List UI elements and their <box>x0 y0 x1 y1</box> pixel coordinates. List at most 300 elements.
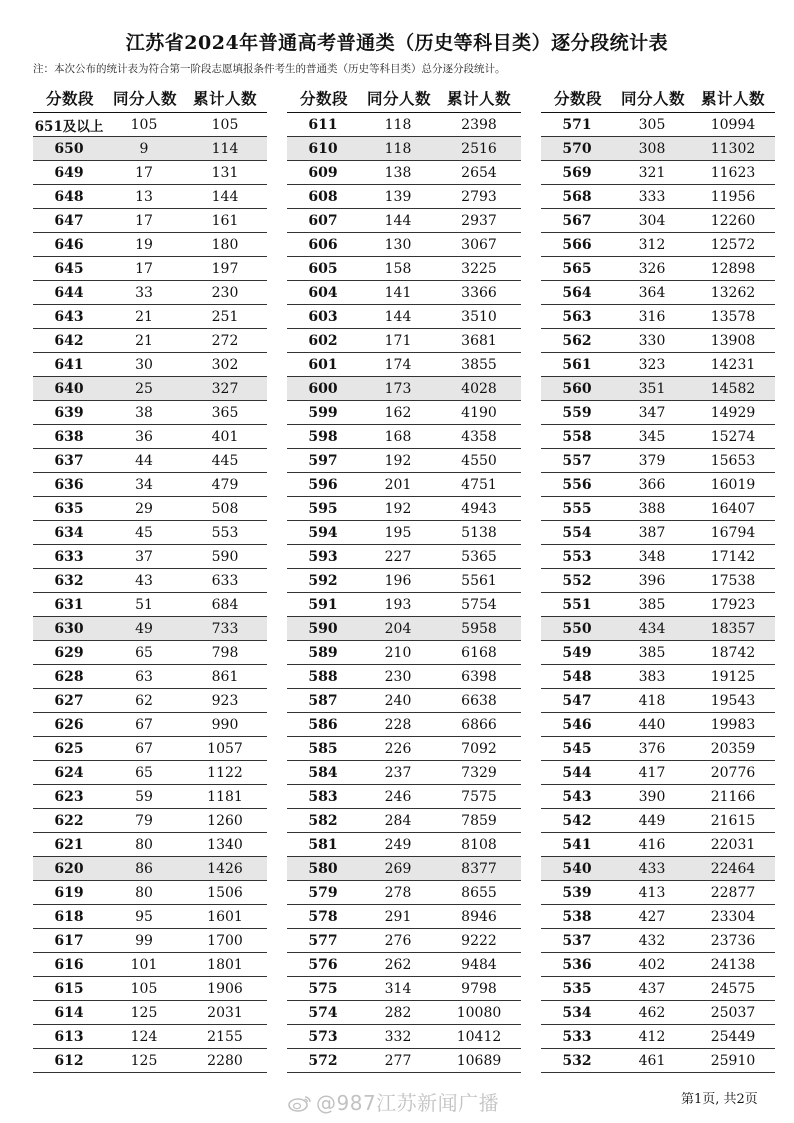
score-cell: 577 <box>308 932 338 949</box>
cumulative-cell: 401 <box>211 428 239 445</box>
score-cell: 544 <box>562 764 592 781</box>
table-row <box>287 401 521 425</box>
cumulative-cell: 2155 <box>207 1028 243 1045</box>
table-row <box>541 881 775 905</box>
score-cell: 553 <box>562 548 592 565</box>
table-row <box>287 689 521 713</box>
cumulative-cell: 1181 <box>207 788 243 805</box>
score-cell: 593 <box>308 548 338 565</box>
cumulative-cell: 2516 <box>461 140 497 157</box>
same-count-cell: 437 <box>638 980 666 997</box>
score-cell: 633 <box>54 548 84 565</box>
table-row <box>33 137 267 161</box>
same-count-cell: 34 <box>135 476 153 493</box>
score-cell: 600 <box>308 380 338 397</box>
cumulative-cell: 4751 <box>461 476 497 493</box>
page-title: 江苏省2024年普通高考普通类（历史等科目类）逐分段统计表 <box>125 32 669 54</box>
same-count-cell: 433 <box>638 860 666 877</box>
cumulative-cell: 3067 <box>461 236 497 253</box>
score-cell: 645 <box>54 260 84 277</box>
same-count-cell: 162 <box>384 404 412 421</box>
table-row <box>33 857 267 881</box>
table-row <box>287 473 521 497</box>
cumulative-cell: 16794 <box>710 524 756 541</box>
table-row <box>541 737 775 761</box>
cumulative-cell: 2280 <box>207 1052 243 1069</box>
table-row <box>541 545 775 569</box>
table-row <box>33 1025 267 1049</box>
same-count-cell: 440 <box>638 716 666 733</box>
cumulative-cell: 8108 <box>461 836 497 853</box>
table-row <box>287 905 521 929</box>
score-cell: 570 <box>562 140 592 157</box>
cumulative-cell: 23304 <box>710 908 756 925</box>
watermark-text: @987江苏新闻广播 <box>316 1091 500 1115</box>
table-row <box>33 257 267 281</box>
table-row <box>33 401 267 425</box>
same-count-cell: 105 <box>130 980 158 997</box>
table-row <box>541 329 775 353</box>
table-row <box>541 449 775 473</box>
same-count-cell: 25 <box>135 380 153 397</box>
table-row <box>541 593 775 617</box>
table-column-1 <box>33 84 267 1073</box>
same-count-cell: 19 <box>135 236 153 253</box>
score-cell: 564 <box>562 284 592 301</box>
table-row <box>541 209 775 233</box>
same-count-cell: 462 <box>638 1004 666 1021</box>
same-count-cell: 308 <box>638 140 666 157</box>
score-cell: 638 <box>54 428 84 445</box>
table-row <box>33 617 267 641</box>
cumulative-cell: 3510 <box>461 308 497 325</box>
same-count-cell: 65 <box>135 644 153 661</box>
cumulative-cell: 6866 <box>461 716 497 733</box>
cumulative-cell: 23736 <box>710 932 756 949</box>
table-row <box>541 1025 775 1049</box>
same-count-cell: 45 <box>135 524 153 541</box>
same-count-cell: 124 <box>130 1028 158 1045</box>
cumulative-cell: 5365 <box>461 548 497 565</box>
table-row <box>287 449 521 473</box>
same-count-cell: 330 <box>638 332 666 349</box>
cumulative-cell: 1426 <box>207 860 243 877</box>
score-cell: 607 <box>308 212 338 229</box>
same-count-cell: 192 <box>384 452 412 469</box>
cumulative-cell: 14231 <box>710 356 756 373</box>
cumulative-cell: 15274 <box>710 428 756 445</box>
table-row <box>287 617 521 641</box>
cumulative-cell: 9484 <box>461 956 497 973</box>
table-row <box>33 785 267 809</box>
score-cell: 622 <box>54 812 84 829</box>
score-cell: 606 <box>308 236 338 253</box>
score-cell: 629 <box>54 644 84 661</box>
same-count-cell: 269 <box>384 860 412 877</box>
score-cell: 611 <box>308 116 338 133</box>
same-count-cell: 118 <box>384 140 412 157</box>
cumulative-cell: 15653 <box>710 452 756 469</box>
score-cell: 630 <box>54 620 84 637</box>
score-cell: 562 <box>562 332 592 349</box>
table-row <box>287 257 521 281</box>
cumulative-cell: 11956 <box>710 188 756 205</box>
cumulative-cell: 161 <box>211 212 239 229</box>
score-cell: 555 <box>562 500 592 517</box>
table-row <box>541 761 775 785</box>
table-row <box>287 857 521 881</box>
same-count-cell: 249 <box>384 836 412 853</box>
score-cell: 642 <box>54 332 84 349</box>
score-cell: 619 <box>54 884 84 901</box>
header-score: 分数段 <box>45 90 94 108</box>
cumulative-cell: 12572 <box>710 236 756 253</box>
score-cell: 548 <box>562 668 592 685</box>
table-row <box>287 497 521 521</box>
table-row <box>33 233 267 257</box>
same-count-cell: 99 <box>135 932 153 949</box>
score-cell: 572 <box>308 1052 338 1069</box>
same-count-cell: 196 <box>384 572 412 589</box>
cumulative-cell: 3681 <box>461 332 497 349</box>
cumulative-cell: 1057 <box>207 740 243 757</box>
same-count-cell: 276 <box>384 932 412 949</box>
table-row <box>541 1049 775 1073</box>
score-cell: 608 <box>308 188 338 205</box>
score-cell: 605 <box>308 260 338 277</box>
same-count-cell: 144 <box>384 308 412 325</box>
score-cell: 550 <box>562 620 592 637</box>
cumulative-cell: 13908 <box>710 332 756 349</box>
score-cell: 579 <box>308 884 338 901</box>
same-count-cell: 37 <box>135 548 153 565</box>
same-count-cell: 95 <box>135 908 153 925</box>
cumulative-cell: 1801 <box>207 956 243 973</box>
score-cell: 604 <box>308 284 338 301</box>
same-count-cell: 65 <box>135 764 153 781</box>
table-row <box>33 425 267 449</box>
same-count-cell: 59 <box>135 788 153 805</box>
table-row <box>287 329 521 353</box>
same-count-cell: 304 <box>638 212 666 229</box>
score-cell: 581 <box>308 836 338 853</box>
table-row <box>33 305 267 329</box>
table-row <box>33 473 267 497</box>
score-cell: 551 <box>562 596 592 613</box>
table-row <box>33 905 267 929</box>
table-row <box>33 329 267 353</box>
same-count-cell: 240 <box>384 692 412 709</box>
same-count-cell: 396 <box>638 572 666 589</box>
cumulative-cell: 1700 <box>207 932 243 949</box>
score-cell: 627 <box>54 692 84 709</box>
score-cell: 557 <box>562 452 592 469</box>
cumulative-cell: 21615 <box>710 812 756 829</box>
same-count-cell: 332 <box>384 1028 412 1045</box>
same-count-cell: 282 <box>384 1004 412 1021</box>
score-cell: 618 <box>54 908 84 925</box>
header-cumulative: 累计人数 <box>446 90 511 108</box>
cumulative-cell: 479 <box>211 476 239 493</box>
score-cell: 632 <box>54 572 84 589</box>
table-row <box>287 353 521 377</box>
cumulative-cell: 1601 <box>207 908 243 925</box>
score-cell: 558 <box>562 428 592 445</box>
same-count-cell: 201 <box>384 476 412 493</box>
table-row <box>287 137 521 161</box>
cumulative-cell: 4028 <box>461 380 497 397</box>
same-count-cell: 432 <box>638 932 666 949</box>
table-row <box>541 785 775 809</box>
table-row <box>541 977 775 1001</box>
table-row <box>541 113 775 137</box>
table-row <box>541 617 775 641</box>
cumulative-cell: 2937 <box>461 212 497 229</box>
same-count-cell: 17 <box>135 212 153 229</box>
table-row <box>287 713 521 737</box>
same-count-cell: 63 <box>135 668 153 685</box>
same-count-cell: 316 <box>638 308 666 325</box>
table-row <box>541 521 775 545</box>
cumulative-cell: 14582 <box>710 380 756 397</box>
cumulative-cell: 10689 <box>456 1052 502 1069</box>
table-row <box>541 257 775 281</box>
score-cell: 599 <box>308 404 338 421</box>
score-cell: 545 <box>562 740 592 757</box>
score-cell: 554 <box>562 524 592 541</box>
cumulative-cell: 633 <box>211 572 239 589</box>
score-cell: 559 <box>562 404 592 421</box>
cumulative-cell: 5958 <box>461 620 497 637</box>
same-count-cell: 67 <box>135 716 153 733</box>
same-count-cell: 314 <box>384 980 412 997</box>
table-row <box>287 425 521 449</box>
score-cell: 636 <box>54 476 84 493</box>
header-cumulative: 累计人数 <box>700 90 765 108</box>
score-cell: 621 <box>54 836 84 853</box>
table-row <box>541 809 775 833</box>
same-count-cell: 291 <box>384 908 412 925</box>
cumulative-cell: 861 <box>211 668 239 685</box>
header-same-count: 同分人数 <box>620 90 685 108</box>
table-row <box>287 737 521 761</box>
score-cell: 597 <box>308 452 338 469</box>
same-count-cell: 141 <box>384 284 412 301</box>
same-count-cell: 347 <box>638 404 666 421</box>
table-row <box>33 161 267 185</box>
same-count-cell: 173 <box>384 380 412 397</box>
cumulative-cell: 3855 <box>461 356 497 373</box>
cumulative-cell: 7092 <box>461 740 497 757</box>
score-cell: 612 <box>54 1052 84 1069</box>
cumulative-cell: 17923 <box>710 596 756 613</box>
score-cell: 639 <box>54 404 84 421</box>
cumulative-cell: 4550 <box>461 452 497 469</box>
cumulative-cell: 4190 <box>461 404 497 421</box>
same-count-cell: 348 <box>638 548 666 565</box>
score-cell: 631 <box>54 596 84 613</box>
score-cell: 649 <box>54 164 84 181</box>
score-cell: 610 <box>308 140 338 157</box>
score-cell: 647 <box>54 212 84 229</box>
score-cell: 648 <box>54 188 84 205</box>
table-row <box>541 305 775 329</box>
same-count-cell: 278 <box>384 884 412 901</box>
table-row <box>33 929 267 953</box>
score-cell: 625 <box>54 740 84 757</box>
table-row <box>541 905 775 929</box>
same-count-cell: 125 <box>130 1004 158 1021</box>
table-row <box>287 641 521 665</box>
cumulative-cell: 16019 <box>710 476 756 493</box>
same-count-cell: 210 <box>384 644 412 661</box>
cumulative-cell: 7575 <box>461 788 497 805</box>
table-row <box>33 641 267 665</box>
same-count-cell: 38 <box>135 404 153 421</box>
same-count-cell: 227 <box>384 548 412 565</box>
cumulative-cell: 8655 <box>461 884 497 901</box>
cumulative-cell: 251 <box>211 308 239 325</box>
score-cell: 586 <box>308 716 338 733</box>
table-row <box>541 401 775 425</box>
page-number: 第1页, 共2页 <box>681 1092 758 1107</box>
score-cell: 616 <box>54 956 84 973</box>
same-count-cell: 139 <box>384 188 412 205</box>
score-cell: 535 <box>562 980 592 997</box>
score-cell: 541 <box>562 836 592 853</box>
table-row <box>541 473 775 497</box>
same-count-cell: 226 <box>384 740 412 757</box>
table-row <box>541 929 775 953</box>
same-count-cell: 13 <box>135 188 153 205</box>
score-cell: 571 <box>562 116 592 133</box>
table-row <box>33 113 267 137</box>
same-count-cell: 262 <box>384 956 412 973</box>
same-count-cell: 138 <box>384 164 412 181</box>
same-count-cell: 461 <box>638 1052 666 1069</box>
same-count-cell: 351 <box>638 380 666 397</box>
cumulative-cell: 3225 <box>461 260 497 277</box>
score-cell: 646 <box>54 236 84 253</box>
header-cumulative: 累计人数 <box>192 90 257 108</box>
cumulative-cell: 923 <box>211 692 239 709</box>
table-row <box>541 497 775 521</box>
score-cell: 596 <box>308 476 338 493</box>
score-cell: 592 <box>308 572 338 589</box>
cumulative-cell: 25037 <box>710 1004 756 1021</box>
score-cell: 588 <box>308 668 338 685</box>
cumulative-cell: 20776 <box>710 764 756 781</box>
cumulative-cell: 17142 <box>710 548 756 565</box>
cumulative-cell: 8377 <box>461 860 497 877</box>
cumulative-cell: 6168 <box>461 644 497 661</box>
cumulative-cell: 2654 <box>461 164 497 181</box>
table-row <box>541 1001 775 1025</box>
table-row <box>287 593 521 617</box>
cumulative-cell: 7329 <box>461 764 497 781</box>
same-count-cell: 171 <box>384 332 412 349</box>
cumulative-cell: 25449 <box>710 1028 756 1045</box>
cumulative-cell: 684 <box>211 596 239 613</box>
same-count-cell: 158 <box>384 260 412 277</box>
score-cell: 565 <box>562 260 592 277</box>
table-column-2 <box>287 84 521 1073</box>
table-row <box>287 569 521 593</box>
score-cell: 587 <box>308 692 338 709</box>
cumulative-cell: 1260 <box>207 812 243 829</box>
cumulative-cell: 798 <box>211 644 239 661</box>
score-cell: 568 <box>562 188 592 205</box>
score-cell: 538 <box>562 908 592 925</box>
same-count-cell: 390 <box>638 788 666 805</box>
table-row <box>287 881 521 905</box>
score-cell: 552 <box>562 572 592 589</box>
cumulative-cell: 5561 <box>461 572 497 589</box>
score-cell: 617 <box>54 932 84 949</box>
table-row <box>287 977 521 1001</box>
same-count-cell: 51 <box>135 596 153 613</box>
cumulative-cell: 18357 <box>710 620 756 637</box>
table-row <box>287 1049 521 1073</box>
score-cell: 560 <box>562 380 592 397</box>
table-header <box>33 84 267 113</box>
cumulative-cell: 10080 <box>456 1004 502 1021</box>
cumulative-cell: 9798 <box>461 980 497 997</box>
table-row <box>33 953 267 977</box>
cumulative-cell: 24138 <box>710 956 756 973</box>
score-cell: 583 <box>308 788 338 805</box>
same-count-cell: 416 <box>638 836 666 853</box>
score-cell: 637 <box>54 452 84 469</box>
table-row <box>541 161 775 185</box>
header-score: 分数段 <box>553 90 602 108</box>
same-count-cell: 105 <box>130 116 158 133</box>
cumulative-cell: 7859 <box>461 812 497 829</box>
score-cell: 613 <box>54 1028 84 1045</box>
cumulative-cell: 6398 <box>461 668 497 685</box>
same-count-cell: 21 <box>135 332 153 349</box>
table-row <box>541 377 775 401</box>
cumulative-cell: 18742 <box>710 644 756 661</box>
score-cell: 566 <box>562 236 592 253</box>
score-cell: 594 <box>308 524 338 541</box>
table-row <box>287 1001 521 1025</box>
score-cell: 578 <box>308 908 338 925</box>
score-cell: 603 <box>308 308 338 325</box>
header-same-count: 同分人数 <box>366 90 431 108</box>
cumulative-cell: 1906 <box>207 980 243 997</box>
same-count-cell: 284 <box>384 812 412 829</box>
table-row <box>541 857 775 881</box>
same-count-cell: 79 <box>135 812 153 829</box>
footnote: 注：本次公布的统计表为符合第一阶段志愿填报条件考生的普通类（历史等科目类）总分逐分段统计。 <box>33 63 506 75</box>
same-count-cell: 305 <box>638 116 666 133</box>
table-row <box>33 761 267 785</box>
cumulative-cell: 22031 <box>710 836 756 853</box>
table-row <box>287 233 521 257</box>
cumulative-cell: 24575 <box>710 980 756 997</box>
table-row <box>33 713 267 737</box>
score-cell: 536 <box>562 956 592 973</box>
cumulative-cell: 445 <box>211 452 239 469</box>
table-row <box>541 833 775 857</box>
table-row <box>33 521 267 545</box>
score-cell: 585 <box>308 740 338 757</box>
cumulative-cell: 5754 <box>461 596 497 613</box>
header-score: 分数段 <box>299 90 348 108</box>
table-row <box>541 233 775 257</box>
same-count-cell: 67 <box>135 740 153 757</box>
